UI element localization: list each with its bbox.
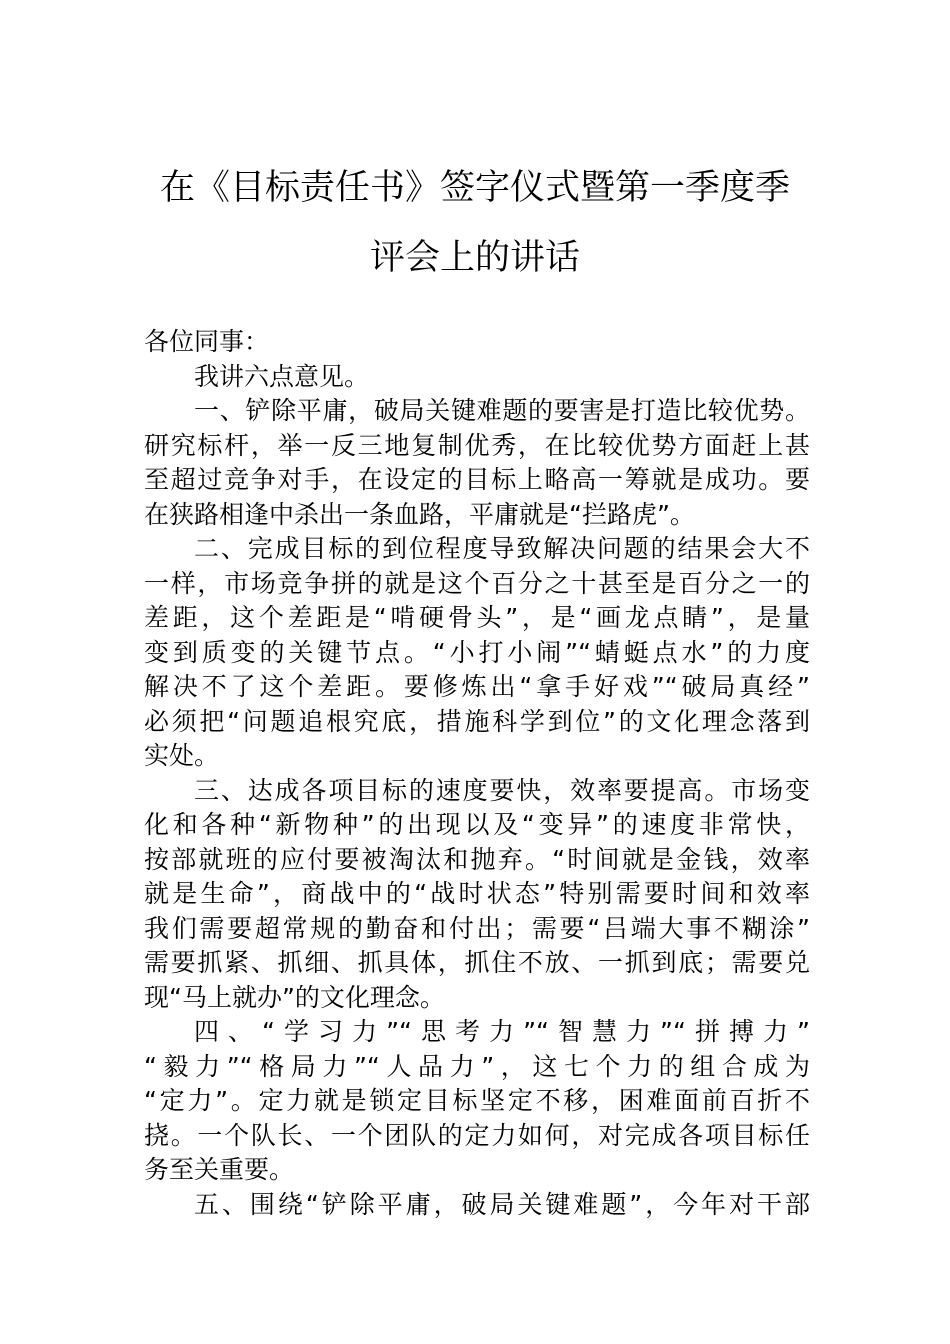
- paragraph-2-line: 解决不了这个差距。要修炼出“拿手好戏”“破局真经”: [144, 672, 810, 701]
- paragraph-1-line: 至超过竞争对手，在设定的目标上略高一筹就是成功。要: [144, 465, 810, 494]
- paragraph-2-line: 一样，市场竞争拼的就是这个百分之十甚至是百分之一的: [144, 568, 810, 598]
- document-title-line-2: 评会上的讲话: [369, 238, 580, 278]
- paragraph-5-line: 五、围绕“铲除平庸，破局关键难题”，今年对干部: [194, 1189, 810, 1219]
- paragraph-4-line: 务至关重要。: [144, 1155, 295, 1184]
- paragraph-1-line: 一、铲除平庸，破局关键难题的要害是打造比较优势。: [194, 396, 810, 425]
- paragraph-1-line: 研究标杆，举一反三地复制优秀，在比较优势方面赶上甚: [144, 430, 810, 460]
- paragraph-3-line: 我们需要超常规的勤奋和付出；需要“吕端大事不糊涂”: [144, 913, 810, 943]
- paragraph-2-line: 二、完成目标的到位程度导致解决问题的结果会大不: [194, 534, 810, 563]
- paragraph-3-line: 就是生命”，商战中的“战时状态”特别需要时间和效率: [144, 879, 810, 908]
- document-title-line-1: 在《目标责任书》签字仪式暨第一季度季: [159, 168, 790, 208]
- paragraph-4-line: 挠。一个队长、一个团队的定力如何，对完成各项目标任: [144, 1120, 810, 1150]
- paragraph-3-line: 需要抓紧、抓细、抓具体，抓住不放、一抓到底；需要兑: [144, 948, 810, 977]
- paragraph-4-line: “定力”。定力就是锁定目标坚定不移，困难面前百折不: [144, 1086, 810, 1115]
- paragraph-3-line: 现“马上就办”的文化理念。: [144, 982, 445, 1012]
- paragraph-3-line: 按部就班的应付要被淘汰和抛弃。“时间就是金钱，效率: [144, 844, 810, 874]
- paragraph-2-line: 实处。: [144, 741, 220, 770]
- paragraph-4-line: 四、“学习力”“思考力”“智慧力”“拼搏力”: [194, 1017, 810, 1046]
- paragraph-2-line: 差距，这个差距是“啃硬骨头”，是“画龙点睛”，是量: [144, 603, 810, 632]
- document-body: [144, 325, 810, 1222]
- paragraph-4-line: “毅力”“格局力”“人品力”，这七个力的组合成为: [144, 1051, 810, 1081]
- paragraph-2-line: 必须把“问题追根究底，措施科学到位”的文化理念落到: [144, 706, 810, 736]
- paragraph-intro: 我讲六点意见。: [194, 361, 370, 391]
- paragraph-3-line: 化和各种“新物种”的出现以及“变异”的速度非常快，: [144, 810, 810, 839]
- salutation: 各位同事：: [144, 327, 270, 356]
- paragraph-2-line: 变到质变的关键节点。“小打小闹”“蜻蜓点水”的力度: [144, 637, 810, 667]
- paragraph-3-line: 三、达成各项目标的速度要快，效率要提高。市场变: [194, 775, 810, 805]
- paragraph-1-line: 在狭路相逢中杀出一条血路，平庸就是“拦路虎”。: [144, 499, 695, 529]
